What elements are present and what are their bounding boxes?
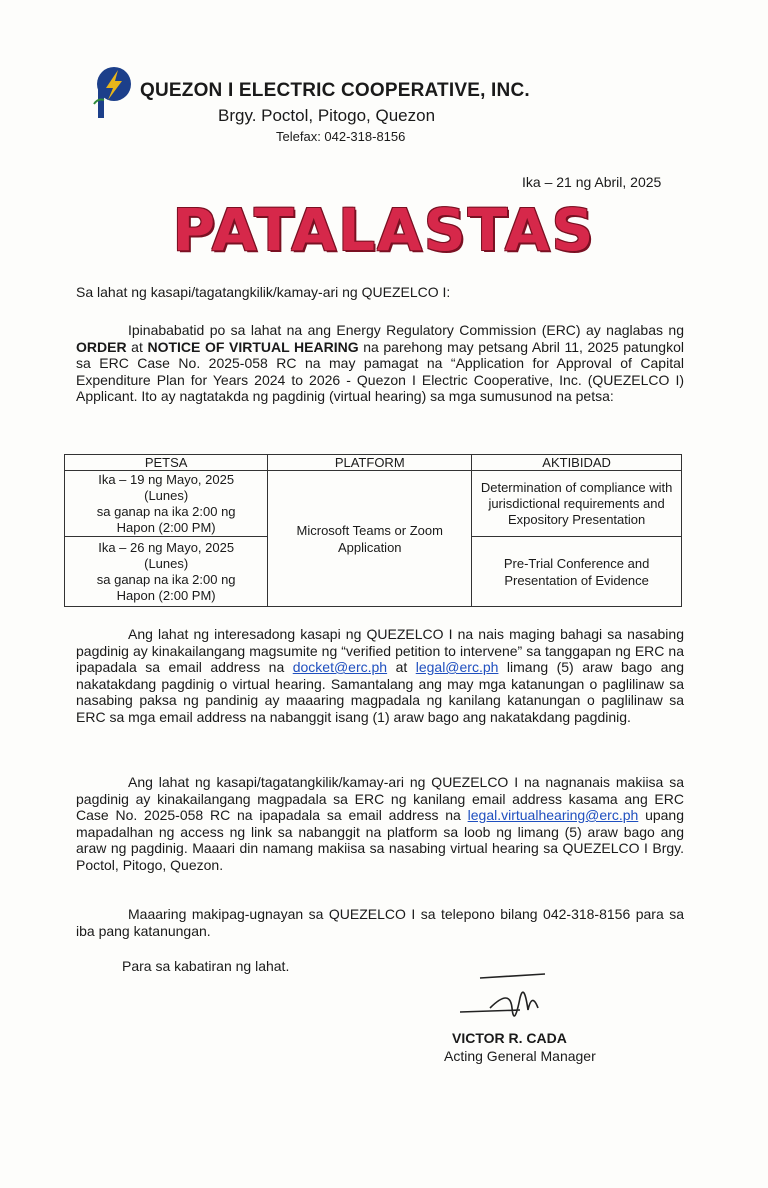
cooperative-logo-icon — [88, 64, 132, 120]
contact-paragraph: Maaaring makipag-ugnayan sa QUEZELCO I sa telepono bilang 042-318-8156 para sa iba pang katanungan. — [76, 906, 684, 939]
intervention-paragraph: Ang lahat ng interesadong kasapi ng QUEZELCO I na nais maging bahagi sa nasabing pagdinig ay kinakailangang magsumite ng “verified petition to intervene” sa tanggapan ng ERC na ipapadala sa email address na docket@erc.ph at legal@erc.ph limang (5) araw bago ang nakatakdang pagdinig o virtual hearing. Samantalang ang may mga katanungan o paglilinaw sa nasabing paksa ng pandinig ay maaaring magpadala ng kanilang katanungan o paglilinaw sa ERC sa mga email address na nabanggit isang (1) araw bago ang nakatakdang pagdinig. — [76, 626, 684, 725]
virtualhearing-email-link[interactable]: legal.virtualhearing@erc.ph — [467, 807, 639, 823]
header-aktibidad: AKTIBIDAD — [472, 455, 682, 471]
schedule-date-2: Ika – 26 ng Mayo, 2025 (Lunes) sa ganap na ika 2:00 ng Hapon (2:00 PM) — [65, 537, 268, 607]
organization-address: Brgy. Poctol, Pitogo, Quezon — [218, 106, 436, 125]
header-platform: PLATFORM — [268, 455, 472, 471]
document-title: PATALASTAS — [172, 196, 596, 264]
document-date: Ika – 21 ng Abril, 2025 — [522, 174, 662, 190]
handwritten-signature — [450, 968, 580, 1038]
legal-email-link[interactable]: legal@erc.ph — [415, 659, 499, 675]
docket-email-link[interactable]: docket@erc.ph — [292, 659, 388, 675]
schedule-platform: Microsoft Teams or Zoom Application — [268, 471, 472, 607]
schedule-date-1: Ika – 19 ng Mayo, 2025 (Lunes) sa ganap na ika 2:00 ng Hapon (2:00 PM) — [65, 471, 268, 537]
intro-paragraph: Ipinababatid po sa lahat na ang Energy Regulatory Commission (ERC) ay naglabas ng ORDER at NOTICE OF VIRTUAL HEARING na parehong may petsang Abril 11, 2025 patungkol sa ERC Case No. 2025-058 RC na may pamagat na “Application for Approval of Capital Expenditure Plan for Years 2024 to 2026 - Quezon I Electric Cooperative, Inc. (QUEZELCO I) Applicant. Ito ay nagtatakda ng pagdinig (virtual hearing) sa mga sumusunod na petsa: — [76, 322, 684, 404]
participation-paragraph: Ang lahat ng kasapi/tagatangkilik/kamay-ari ng QUEZELCO I na nagnanais makiisa sa pagdinig ay kinakailangang magpadala sa ERC ng kanilang email address kasama ang ERC Case No. 2025-058 RC na ipapadala sa email address na legal.virtualhearing@erc.ph upang mapadalhan ng access ng link sa nabanggit na platform sa loob ng limang (5) araw bago ang araw ng pagdinig. Maaari din namang makiisa sa nasabing virtual hearing sa QUEZELCO I Brgy. Poctol, Pitogo, Quezon. — [76, 774, 684, 873]
greeting: Sa lahat ng kasapi/tagatangkilik/kamay-ari ng QUEZELCO I: — [76, 284, 451, 300]
organization-name: QUEZON I ELECTRIC COOPERATIVE, INC. — [140, 80, 530, 101]
hearing-schedule-table — [64, 454, 682, 607]
schedule-activity-2: Pre-Trial Conference and Presentation of Evidence — [472, 537, 682, 607]
signatory-position: Acting General Manager — [444, 1048, 596, 1064]
schedule-activity-1: Determination of compliance with jurisdictional requirements and Expository Presentation — [472, 471, 682, 537]
organization-telefax: Telefax: 042-318-8156 — [276, 129, 406, 144]
signatory-name: VICTOR R. CADA — [452, 1030, 567, 1046]
closing-line: Para sa kabatiran ng lahat. — [122, 958, 290, 974]
header-petsa: PETSA — [65, 455, 268, 471]
